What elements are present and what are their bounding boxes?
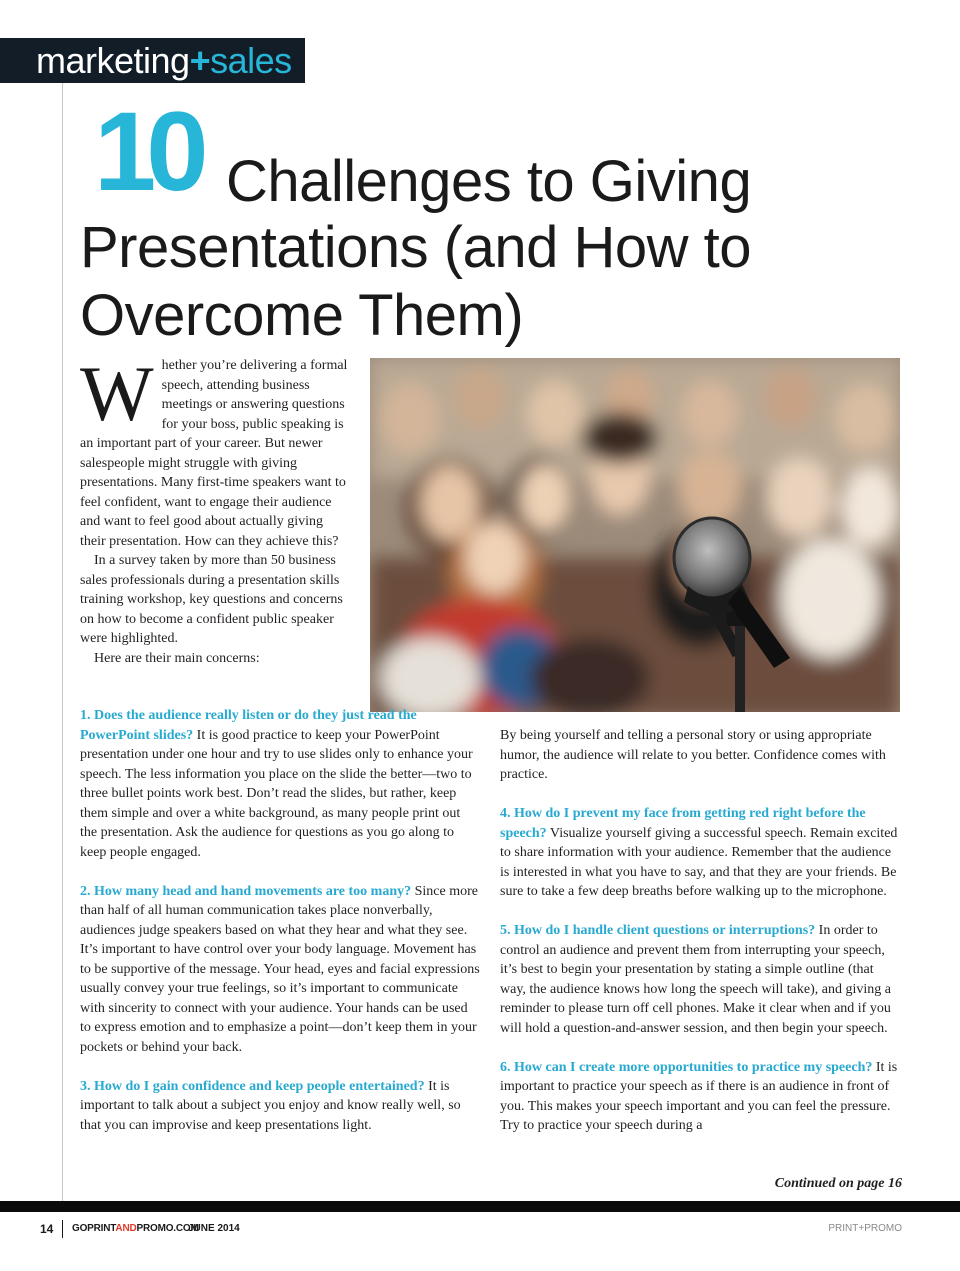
intro-text: [80, 350, 352, 668]
item-2: [80, 882, 480, 1058]
item-3-continued: [500, 726, 900, 785]
intro-paragraph-3: Here are their main concerns:: [94, 650, 260, 666]
website-link[interactable]: GOPRINTANDPROMO.COM: [72, 1223, 199, 1234]
page-footer: [0, 1220, 960, 1240]
item-3-question: 3. How do I gain confidence and keep people entertained?: [80, 1078, 425, 1094]
left-margin-rule: [62, 83, 63, 1203]
page-number: 14: [40, 1222, 54, 1236]
item-1-answer: It is good practice to keep your PowerPoint presentation under one hour and try to use slides only to enhance your speech. The less information you place on the slide the better—two to three bullet points work best. Don’t read the slides, but rather, keep them simple and over a white background, as many people print out the presentation. Ask the audience for questions as you go along to keep people engaged.: [80, 727, 473, 860]
intro-paragraph-1: hether you’re delivering a formal speech, attending business meetings or answering questions for your boss, public speaking is an important part of your career. But newer salespeople might struggle with giving presentations. Many first-time speakers want to feel confident, want to engage their audience and want to feel good about actually giving their presentation. How can they achieve this?: [80, 358, 348, 549]
right-column: [500, 726, 900, 1155]
left-column: [80, 706, 480, 1155]
item-2-answer: Since more than half of all human communication takes place nonverbally, audiences judge speakers based on what they hear and what they see. It’s important to have control over your body language. Movement has to be supportive of the message. Your head, eyes and facial expressions usually convey your true feelings, so it’s important to communicate with sincerity to connect with your audience. Your hands can be used to express emotion and to emphasize a point—don’t keep them in your pockets or behind your back.: [80, 883, 480, 1055]
issue-date: JUNE 2014: [188, 1223, 240, 1234]
section-label: marketing+sales: [36, 40, 292, 81]
item-5: [500, 921, 900, 1038]
item-6: [500, 1058, 900, 1136]
headline-line-1: Challenges to Giving: [226, 149, 752, 214]
footer-divider: [62, 1220, 63, 1238]
microphone-audience-photo: [370, 358, 900, 712]
headline-line-3: Overcome Them): [80, 283, 524, 348]
item-6-question: 6. How can I create more opportunities to practice my speech?: [500, 1059, 873, 1075]
item-1-question: 1. Does the audience really listen or do they just read the PowerPoint slides?: [80, 708, 417, 743]
continued-note: Continued on page 16: [774, 1176, 902, 1191]
item-3: [80, 1077, 480, 1136]
headline-number: 10: [94, 89, 199, 214]
magazine-name: PRINT+PROMO: [828, 1223, 902, 1234]
item-1: [80, 706, 480, 862]
item-5-answer: In order to control an audience and prevent them from interrupting your speech, it’s best to begin your presentation by stating a simple outline (that way, the audience knows how long the speech will take), and giving a reminder to please turn off cell phones. Make it clear when and if you will hold a question-and-answer session, and then begin your speech.: [500, 923, 891, 1036]
footer-bar: [0, 1201, 960, 1212]
item-4: [500, 804, 900, 902]
item-3-answer: It is important to talk about a subject you enjoy and know really well, so that you can improvise and keep presentations light.: [80, 1078, 461, 1133]
item-2-question: 2. How many head and hand movements are too many?: [80, 883, 412, 899]
item-6-answer: It is important to practice your speech as if there is an audience in front of you. This makes your speech important and you can feel the pressure. Try to practice your speech during a: [500, 1059, 898, 1133]
headline-line-2: Presentations (and How to: [80, 215, 751, 280]
item-5-question: 5. How do I handle client questions or interruptions?: [500, 923, 816, 938]
drop-cap: W: [80, 350, 154, 437]
item-4-answer: Visualize yourself giving a successful speech. Remain excited to share information with your audience. Remember that the audience is interested in what you have to say, and that they are your friends. Be sure to take a few deep breaths before walking up to the microphone.: [500, 825, 898, 899]
photo-illustration: [370, 358, 900, 712]
section-tag: [0, 38, 305, 83]
intro-paragraph-2: In a survey taken by more than 50 business sales professionals during a presentation skills training workshop, key questions and concerns on how to become a confident public speaker were highlighted.: [80, 553, 343, 646]
item-3-continued-text: By being yourself and telling a personal story or using appropriate humor, the audience will relate to you better. Confidence comes with practice.: [500, 728, 886, 782]
item-4-question: 4. How do I prevent my face from getting red right before the speech?: [500, 806, 866, 841]
